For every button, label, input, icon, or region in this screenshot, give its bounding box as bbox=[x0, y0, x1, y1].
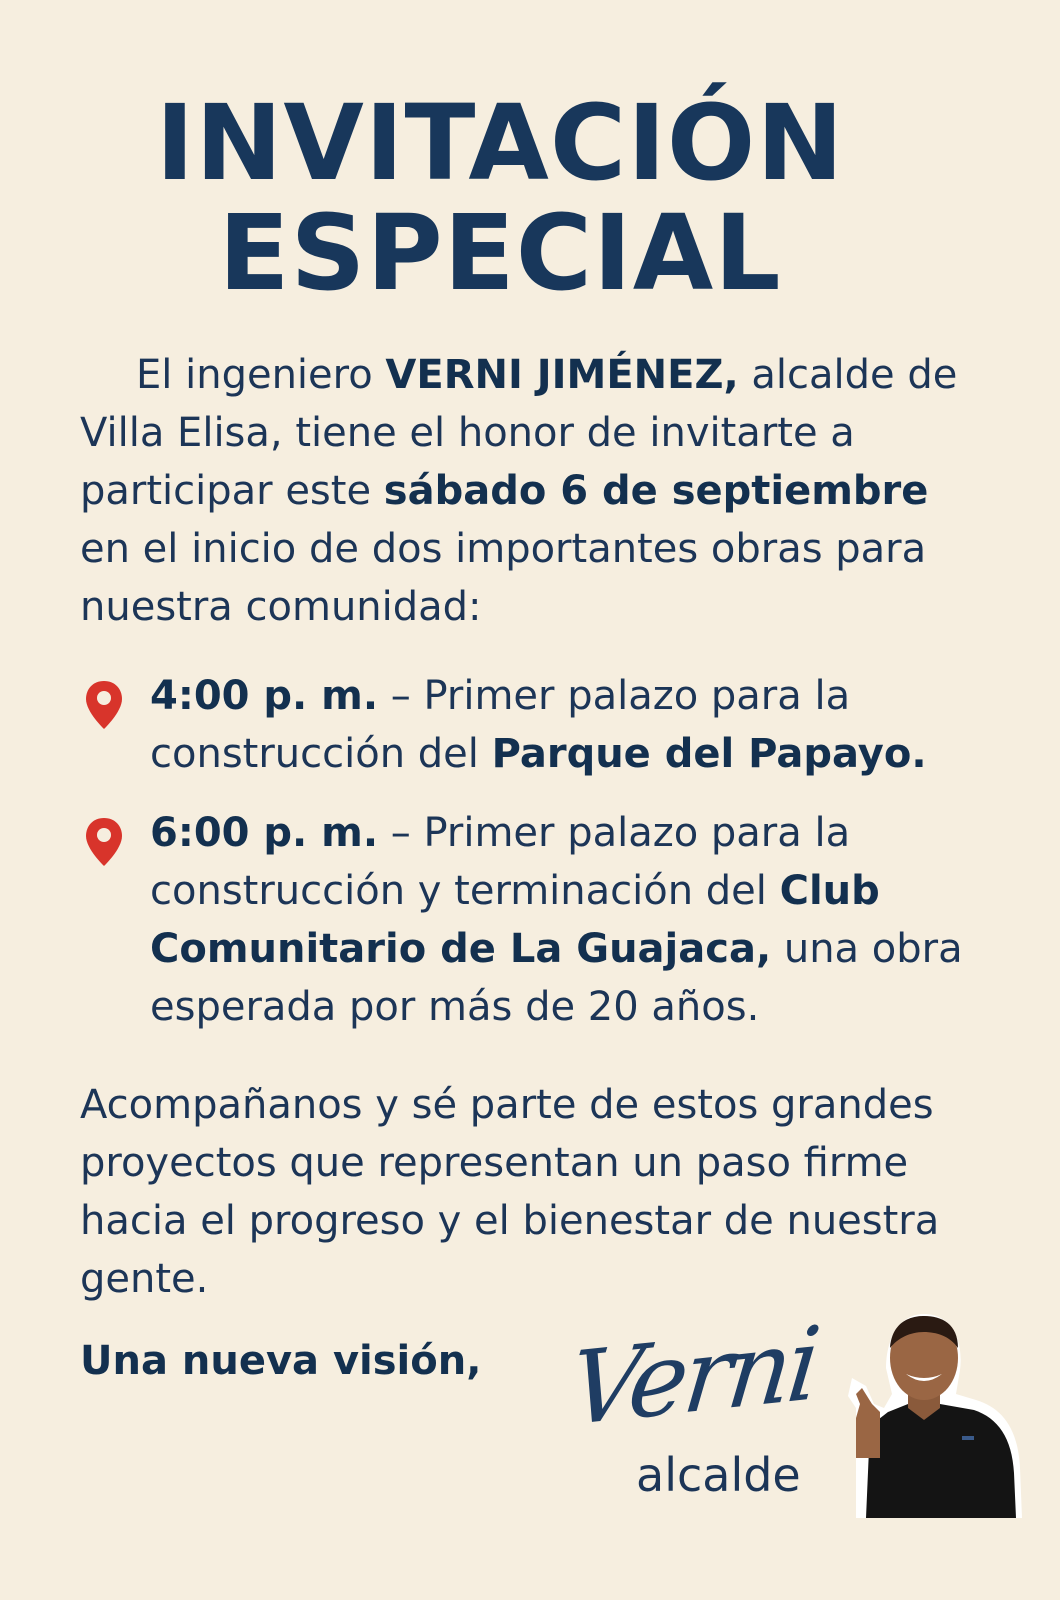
intro-text-1: El ingeniero bbox=[136, 352, 386, 398]
mayor-photo bbox=[826, 1308, 1022, 1518]
event-description: – Primer palazo para la construcción y terminación del bbox=[150, 810, 851, 914]
event-item-2 bbox=[80, 804, 990, 1036]
mayor-name: VERNI JIMÉNEZ, bbox=[385, 352, 739, 398]
intro-text-3: en el inicio de dos importantes obras para nuestra comunidad: bbox=[80, 526, 927, 630]
event-place: Club Comunitario de La Guajaca, bbox=[150, 868, 880, 972]
title-line-2: ESPECIAL bbox=[218, 192, 782, 314]
event-time: 6:00 p. m. bbox=[150, 810, 379, 856]
closing-paragraph: Acompañanos y sé parte de estos grandes proyectos que representan un paso firme hacia el progreso y el bienestar de nuestra gente. bbox=[80, 1082, 940, 1302]
event-place: Parque del Papayo. bbox=[491, 731, 927, 777]
event-note: una obra esperada por más de 20 años. bbox=[150, 926, 963, 1030]
event-description: – Primer palazo para la construcción del bbox=[150, 673, 851, 777]
event-time: 4:00 p. m. bbox=[150, 673, 379, 719]
location-pin-icon bbox=[84, 816, 124, 868]
title-line-1: INVITACIÓN bbox=[155, 82, 845, 204]
signature: Verni bbox=[564, 1304, 822, 1449]
invitation-title bbox=[0, 82, 1000, 314]
location-pin-icon bbox=[84, 679, 124, 731]
signature-role: alcalde bbox=[636, 1448, 801, 1502]
intro-paragraph bbox=[80, 346, 990, 636]
event-item-1 bbox=[80, 667, 990, 783]
intro-text-2: alcalde de Villa Elisa, tiene el honor de invitarte a participar este bbox=[80, 352, 958, 514]
slogan: Una nueva visión, bbox=[80, 1338, 482, 1384]
event-date: sábado 6 de septiembre bbox=[383, 468, 929, 514]
